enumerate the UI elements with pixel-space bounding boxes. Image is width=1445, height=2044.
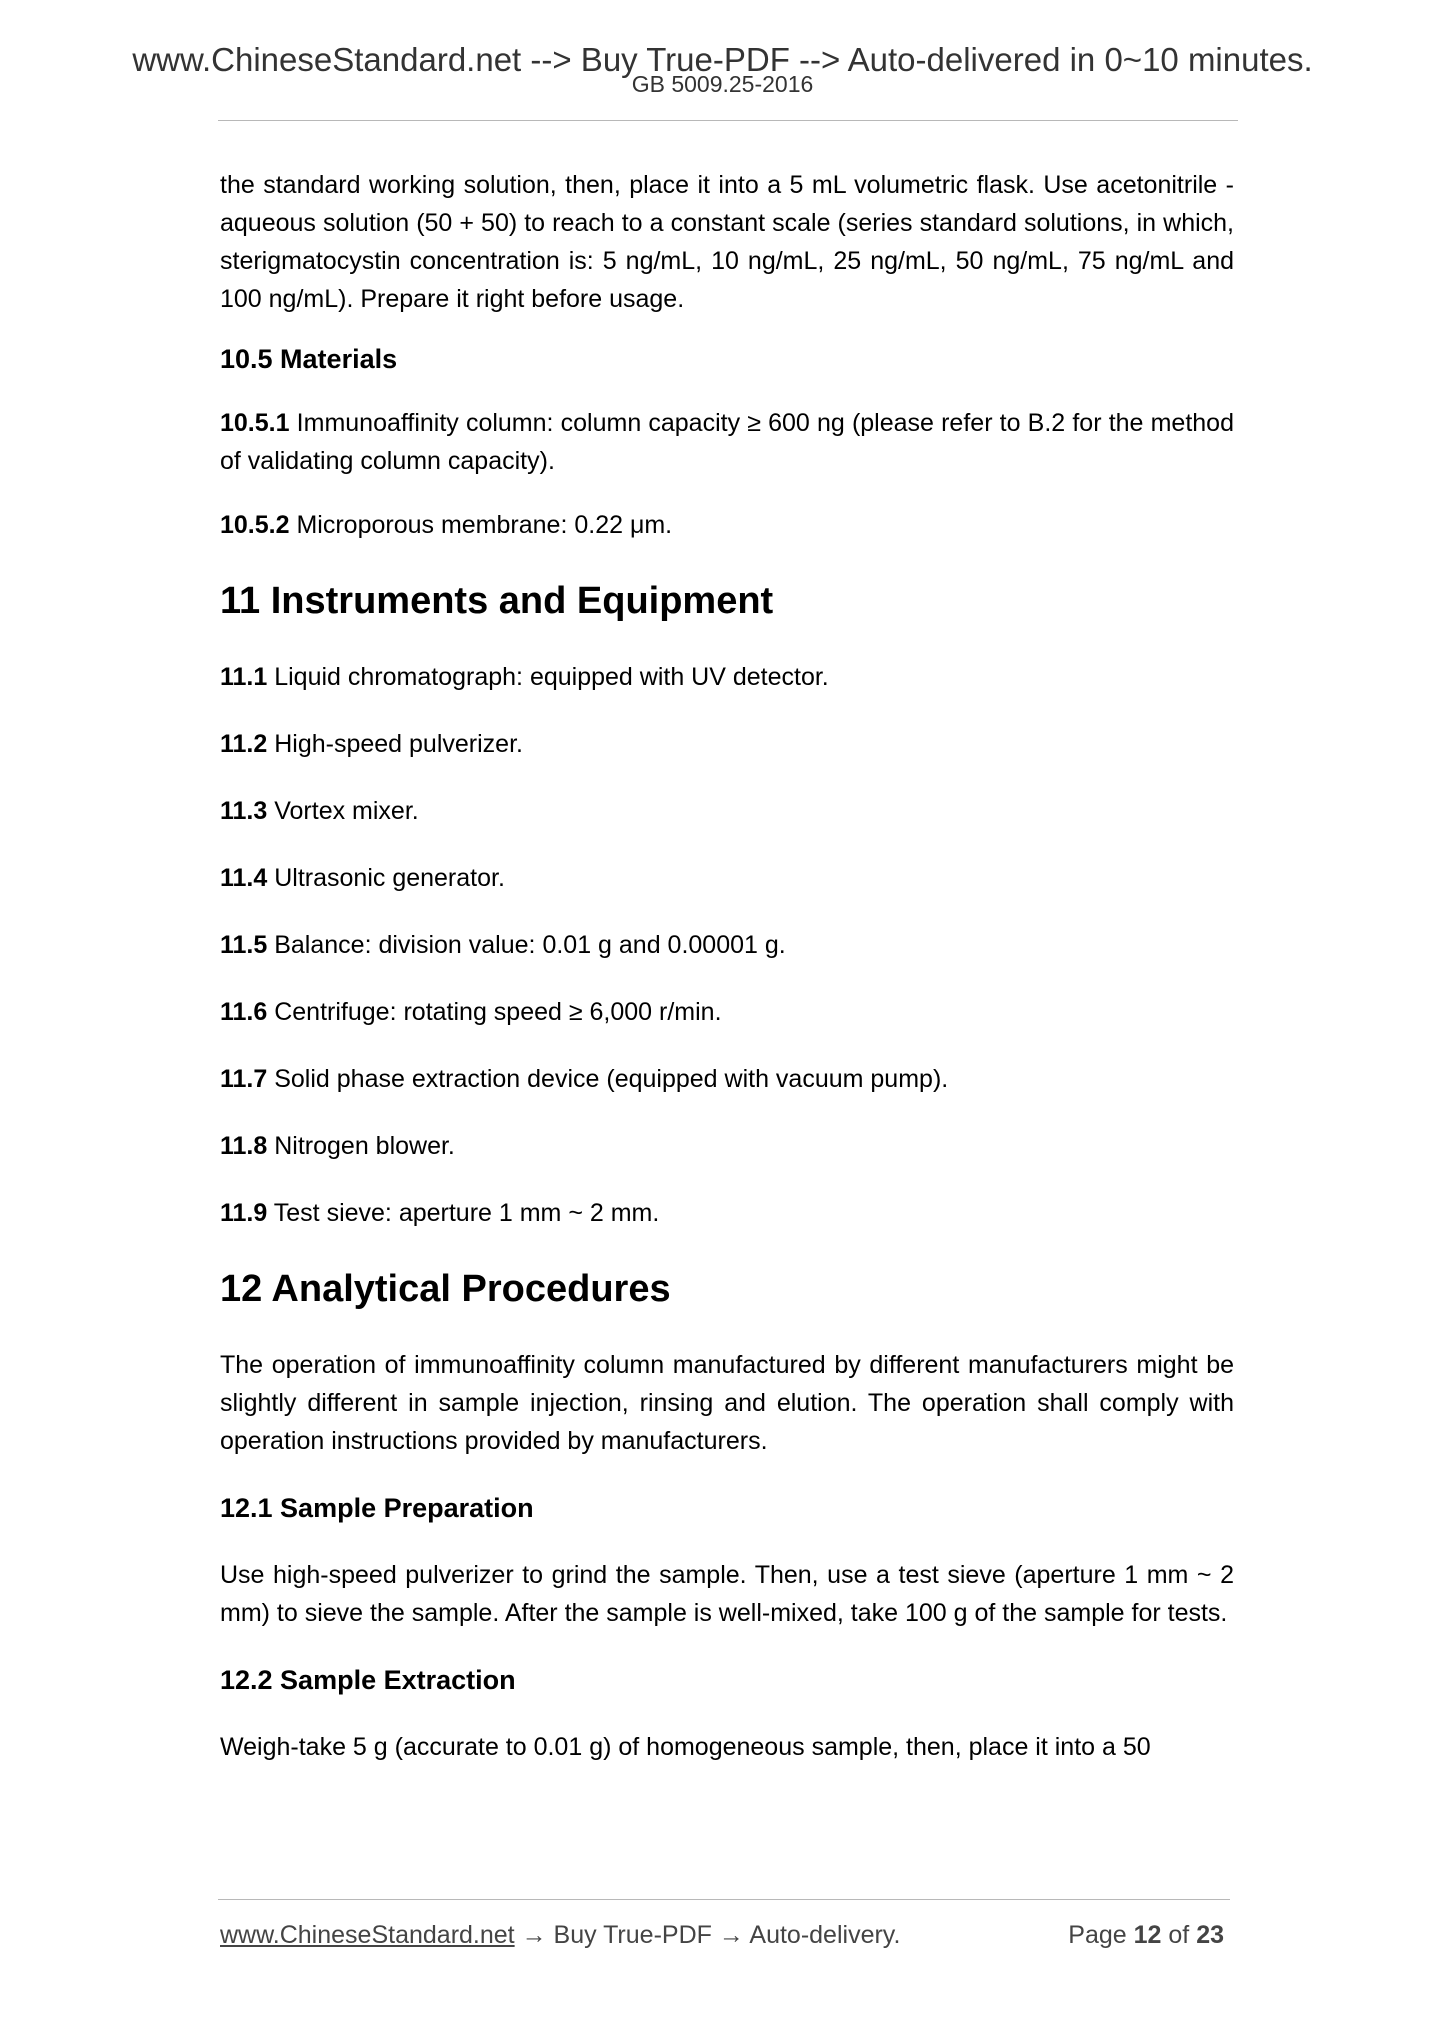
heading-section-11: 11 Instruments and Equipment <box>220 580 774 622</box>
item-number: 11.3 <box>220 797 268 825</box>
item-11-3 <box>220 792 1234 830</box>
item-number: 11.6 <box>220 998 268 1026</box>
item-10-5-2 <box>220 506 1234 544</box>
item-number: 11.8 <box>220 1132 268 1160</box>
heading-12-2: 12.2 Sample Extraction <box>220 1665 516 1695</box>
heading-12-1: 12.1 Sample Preparation <box>220 1493 534 1523</box>
item-number: 10.5.1 <box>220 409 290 437</box>
item-text: Microporous membrane: 0.22 μm. <box>289 511 673 539</box>
item-number: 11.2 <box>220 730 268 758</box>
item-text: Test sieve: aperture 1 mm ~ 2 mm. <box>267 1199 660 1227</box>
item-number: 11.5 <box>220 931 268 959</box>
item-11-9 <box>220 1194 1234 1232</box>
item-number: 11.7 <box>220 1065 268 1093</box>
intro-paragraph: the standard working solution, then, place it into a 5 mL volumetric flask. Use acetonitrile - aqueous solution (50 + 50) to reach to a constant scale (series standard solutions, in which, sterigmatocystin concentration is: 5 ng/mL, 10 ng/mL, 25 ng/mL, 50 ng/mL, 75 ng/mL and 100 ng/mL). Prepare it right before usage. <box>220 171 1234 313</box>
item-text: Nitrogen blower. <box>267 1132 455 1160</box>
item-number: 10.5.2 <box>220 511 290 539</box>
page-label: Page <box>1068 1921 1127 1949</box>
page-content <box>220 166 1234 1766</box>
item-11-5 <box>220 926 1234 964</box>
item-11-1 <box>220 658 1234 696</box>
paragraph-12-1: Use high-speed pulverizer to grind the sample. Then, use a test sieve (aperture 1 mm ~ 2 mm) to sieve the sample. After the sample is well-mixed, take 100 g of the sample for tests. <box>220 1561 1234 1627</box>
item-11-8 <box>220 1127 1234 1165</box>
document-code: GB 5009.25-2016 <box>631 71 814 97</box>
page-total: 23 <box>1196 1921 1224 1949</box>
page-indicator <box>1068 1918 1224 1952</box>
footer-website-link[interactable]: www.ChineseStandard.net <box>220 1921 515 1949</box>
item-10-5-1 <box>220 404 1234 480</box>
top-banner: www.ChineseStandard.net --> Buy True-PDF --> Auto-delivered in 0~10 minutes. <box>132 41 1313 78</box>
item-text: Balance: division value: 0.01 g and 0.00001 g. <box>267 931 786 959</box>
item-11-7 <box>220 1060 1234 1098</box>
paragraph-12-2: Weigh-take 5 g (accurate to 0.01 g) of homogeneous sample, then, place it into a 50 <box>220 1733 1151 1761</box>
item-11-2 <box>220 725 1234 763</box>
item-text: Vortex mixer. <box>267 797 419 825</box>
header-divider <box>218 120 1238 121</box>
item-text: High-speed pulverizer. <box>267 730 523 758</box>
item-number: 11.9 <box>220 1199 268 1227</box>
item-text: Ultrasonic generator. <box>267 864 505 892</box>
heading-10-5: 10.5 Materials <box>220 344 398 374</box>
item-number: 11.1 <box>220 663 268 691</box>
item-text: Solid phase extraction device (equipped with vacuum pump). <box>267 1065 949 1093</box>
item-11-4 <box>220 859 1234 897</box>
item-number: 11.4 <box>220 864 268 892</box>
item-text: Immunoaffinity column: column capacity ≥ 600 ng (please refer to B.2 for the method of validating column capacity). <box>220 409 1234 475</box>
item-text: Centrifuge: rotating speed ≥ 6,000 r/min. <box>267 998 722 1026</box>
section-12-intro: The operation of immunoaffinity column manufactured by different manufacturers might be slightly different in sample injection, rinsing and elution. The operation shall comply with operation instructions provided by manufacturers. <box>220 1351 1234 1455</box>
heading-section-12: 12 Analytical Procedures <box>220 1268 671 1310</box>
page-footer <box>220 1918 1232 1952</box>
footer-divider <box>218 1899 1230 1900</box>
footer-tagline: → Buy True-PDF → Auto-delivery. <box>514 1921 901 1949</box>
item-11-6 <box>220 993 1234 1031</box>
page-number: 12 <box>1133 1921 1162 1949</box>
of-label: of <box>1168 1921 1190 1949</box>
item-text: Liquid chromatograph: equipped with UV detector. <box>267 663 829 691</box>
